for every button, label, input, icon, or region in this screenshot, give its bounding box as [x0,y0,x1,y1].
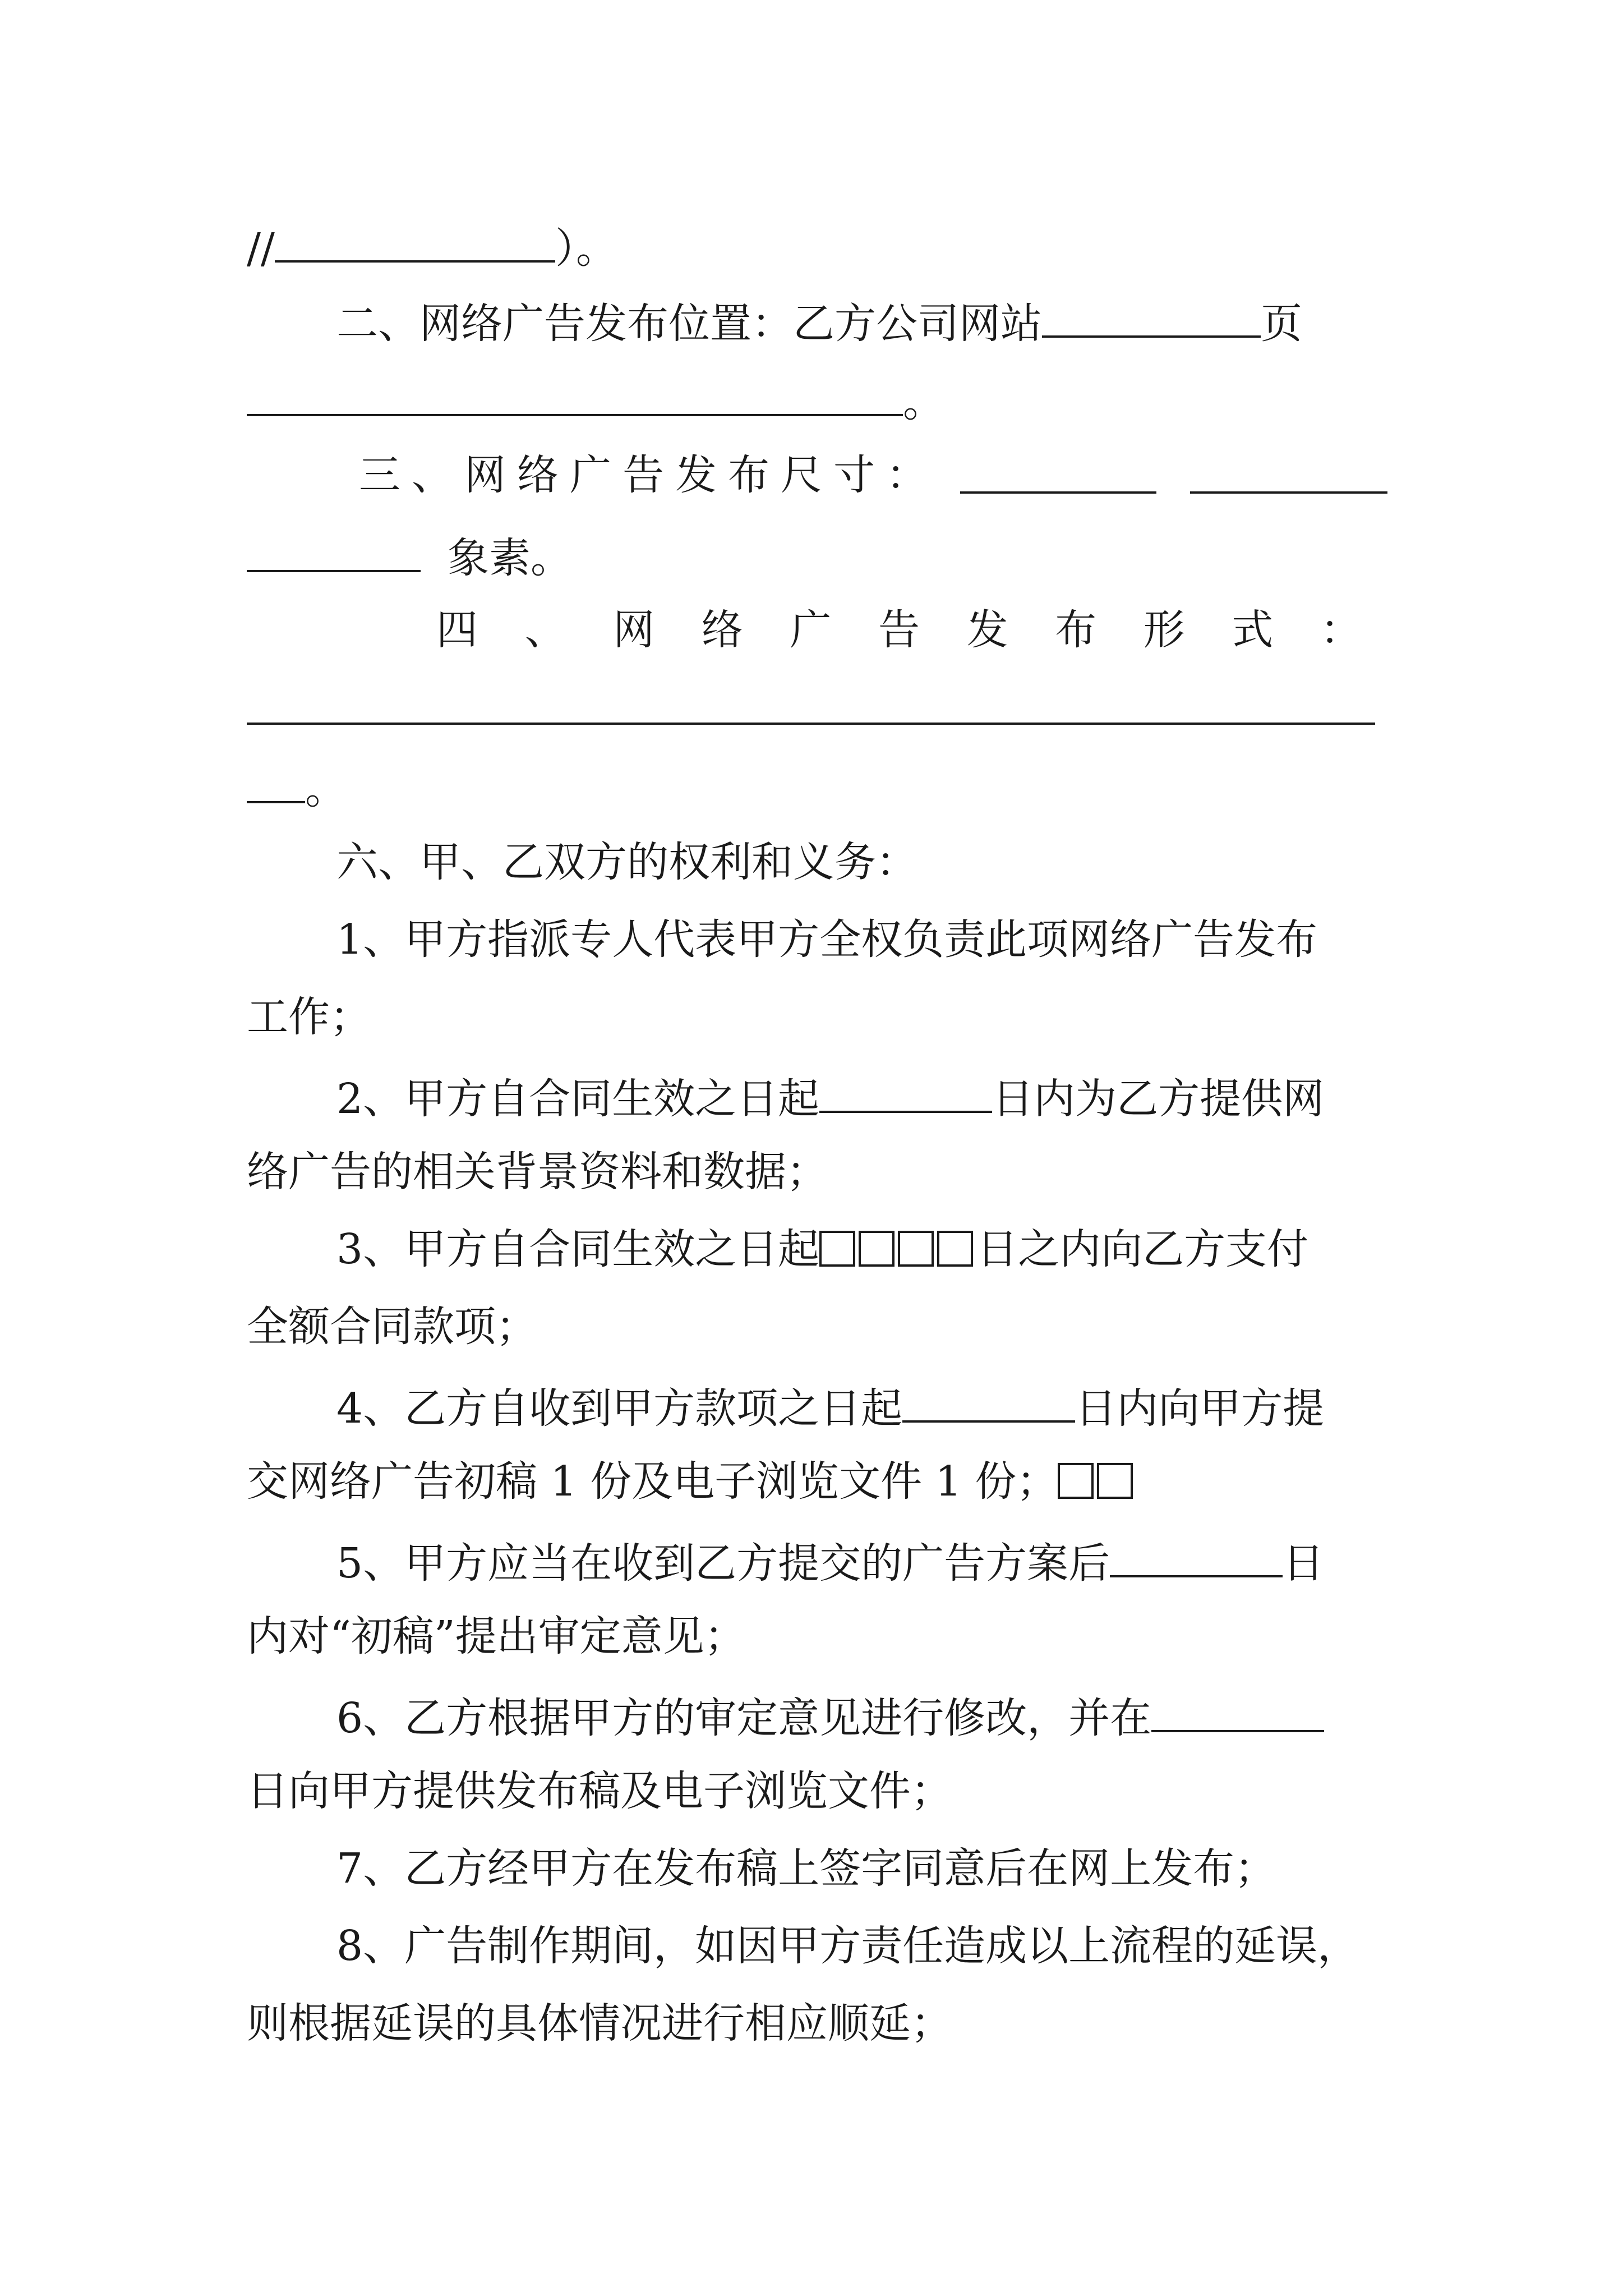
section-6-title: 六、甲、乙双方的权利和义务： [336,838,917,886]
placeholder-box [898,1231,934,1267]
item-3-text: 3、甲方自合同生效之日起 [336,1225,820,1273]
item-4-text-b: 交网络广告初稿 1 份及电子浏览文件 1 份； [247,1457,1058,1506]
section-2-end: 。 [903,378,944,426]
section-3-end: 象素。 [448,534,572,582]
section-4-end: 。 [305,765,347,813]
item-5-line-a [336,1538,1325,1588]
blank-field [247,685,1375,725]
item-4-text-end: 日内向甲方提 [1075,1384,1325,1433]
blank-field [902,1383,1075,1423]
section-2-cont [247,377,944,426]
item-2-text-end: 日内为乙方提供网 [992,1075,1325,1123]
item-6-line-b: 日向甲方提供发布稿及电子浏览文件； [247,1767,952,1815]
blank-field [247,533,421,572]
item-6-line-a [336,1693,1324,1742]
item-1-line-b: 工作； [247,993,371,1041]
section-4-char: 络 [701,606,743,654]
blank-field [1042,298,1261,338]
item-2-text: 2、甲方自合同生效之日起 [336,1075,820,1123]
item-3-line-b: 全额合同款项； [247,1303,537,1351]
section-4-char: 告 [878,606,920,654]
item-8-line-a: 8、广告制作期间，如因甲方责任造成以上流程的延误， [336,1922,1359,1970]
text-slashes: // [247,224,275,273]
section-2-line [336,298,1302,348]
blank-field [1190,454,1387,494]
section-3-cont [247,533,572,582]
section-3-line [359,451,939,499]
blank-field [247,377,903,416]
blank-field [960,454,1156,494]
placeholder-box [859,1231,895,1267]
text-paren-end: ）。 [555,224,617,273]
item-2-line-b: 络广告的相关背景资料和数据； [247,1148,828,1196]
item-8-line-b: 则根据延误的具体情况进行相应顺延； [247,1999,952,2047]
item-3-line-a [336,1225,1309,1273]
section-4-char: 广 [790,606,832,654]
item-7-line: 7、乙方经甲方在发布稿上签字同意后在网上发布； [336,1844,1276,1893]
placeholder-box [819,1231,855,1267]
item-4-text: 4、乙方自收到甲方款项之日起 [336,1384,903,1433]
blank-field [1151,1693,1324,1732]
item-6-text: 6、乙方根据甲方的审定意见进行修改，并在 [336,1694,1152,1742]
section-3-text: 三、网络广告发布尺寸： [359,451,939,499]
blank-field [1110,1538,1283,1577]
blank-field [247,764,305,803]
item-2-line-a [336,1074,1325,1123]
item-5-line-b: 内对“初稿”提出审定意见； [247,1612,746,1660]
blank-field [819,1074,992,1113]
section-3-blanks [960,454,1387,500]
placeholder-box [937,1231,973,1267]
section-4-char: 四 [436,606,478,654]
placeholder-box [1058,1463,1094,1499]
item-3-text-end: 日之内向乙方支付 [976,1225,1309,1273]
item-5-text: 5、甲方应当在收到乙方提交的广告方案后 [336,1539,1110,1588]
section-2-page: 页 [1261,300,1302,348]
item-1-line-a: 1、甲方指派专人代表甲方全权负责此项网络广告发布 [336,915,1318,964]
section-2-text: 二、网络广告发布位置：乙方公司网站 [336,300,1042,348]
item-4-line-b [247,1457,1136,1506]
section-4-char: 式 [1232,606,1274,654]
item-4-line-a [336,1383,1325,1433]
blank-field [275,223,555,263]
section-4-char: 、 [524,606,566,654]
section-4-line [436,606,1362,654]
section-4-cont [247,764,347,813]
section-4-underline [247,685,1375,731]
section-4-char: 网 [613,606,655,654]
section-4-char: ： [1320,606,1362,654]
item-5-text-end: 日 [1283,1539,1325,1588]
section-4-char: 形 [1143,606,1185,654]
section-4-char: 布 [1055,606,1097,654]
line-1 [247,223,617,273]
section-4-char: 发 [966,606,1008,654]
placeholder-box [1097,1463,1133,1499]
